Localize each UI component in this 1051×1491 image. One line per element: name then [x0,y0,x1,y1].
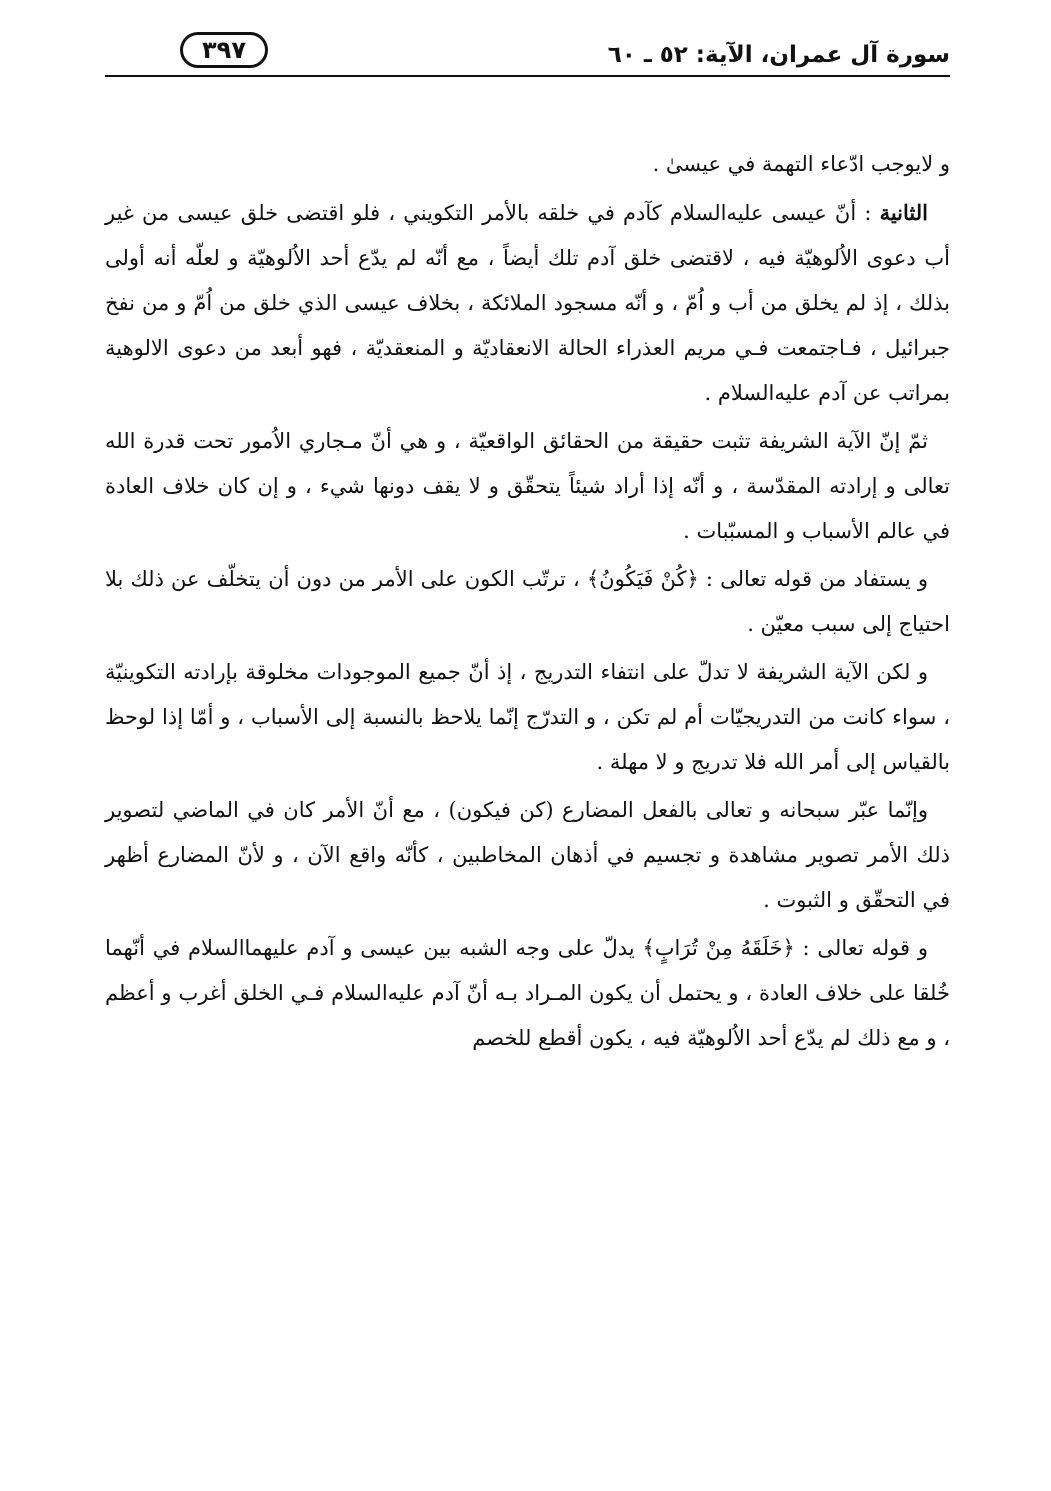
paragraph: و لايوجب ادّعاء التهمة في عيسىٰ . [652,152,950,176]
paragraph: و لكن الآية الشريفة لا تدلّ على انتفاء التدريج ، إذ أنّ جميع الموجودات مخلوقة بإرادته التكوينيّة ، سواء كانت من التدريجيّات أم لم تكن ، و التدرّج إنّما يلاحظ بالنسبة إلى الأسباب ، و أمّا إذا لوحظ بالقياس إلى أمر الله فلا تدريج و لا مهلة . [105,660,950,774]
paragraph [105,190,950,416]
paragraph: ثمّ إنّ الآية الشريفة تثبت حقيقة من الحقائق الواقعيّة ، و هي أنّ مـجاري الاُمور تحت قدرة الله تعالى و إرادته المقدّسة ، و أنّه إذا أراد شيئاً يتحقّق و لا يقف دونها شيء ، و إن كان خلاف العادة في عالم الأسباب و المسبّبات . [105,429,950,543]
paragraph: و قوله تعالى : ﴿خَلَقَهُ مِنْ تُرَابٍ﴾ يدلّ على وجه الشبه بين عيسى و آدم عليهما‌السلام في أنّهما خُلقا على خلاف العادة ، و يحتمل أن يكون المـراد بـه أنّ آدم عليه‌السلام فـي الخلق أغرب و أعظم ، و مع ذلك لم يدّع أحد الاُلوهيّة فيه ، يكون أقطع للخصم [105,936,950,1050]
surah-verse-title: سورة آل عمران، الآية: ٥٢ ـ ٦٠ [607,42,950,68]
page-header [105,28,950,84]
paragraph-body: : أنّ عيسى عليه‌السلام كآدم في خلقه بالأمر التكويني ، فلو اقتضى خلق عيسى من غير أب دعوى الاُلوهيّة فيه ، لاقتضى خلق آدم تلك أيضاً ، مع أنّه لم يدّع أحد الاُلوهيّة و لعلّه أنه أولى بذلك ، إذ لم يخلق من أب و اُمّ ، و أنّه مسجود الملائكة ، بخلاف عيسى الذي خلق من اُمّ و من نفخ جبرائيل ، فـاجتمعت فـي مريم العذراء الحالة الانعقاديّة و المنعقديّة ، فهو أبعد من دعوى الالوهية بمراتب عن آدم عليه‌السلام . [105,201,950,405]
paragraph: و يستفاد من قوله تعالى : ﴿كُنْ فَيَكُونُ﴾ ، ترتّب الكون على الأمر من دون أن يتخلّف عن ذلك بلا احتياج إلى سبب معيّن . [105,567,950,636]
commentary-text [105,142,950,1064]
paragraph: وإنّما عبّر سبحانه و تعالى بالفعل المضارع (كن فيكون) ، مع أنّ الأمر كان في الماضي لتصوير ذلك الأمر تصوير مشاهدة و تجسيم في أذهان المخاطبين ، كأنّه واقع الآن ، و لأنّ المضارع أظهر في التحقّق و الثبوت . [105,798,950,912]
page-number-badge: ٣٩٧ [180,32,268,68]
header-divider [105,75,950,77]
paragraph-lead: الثانية [879,200,928,225]
